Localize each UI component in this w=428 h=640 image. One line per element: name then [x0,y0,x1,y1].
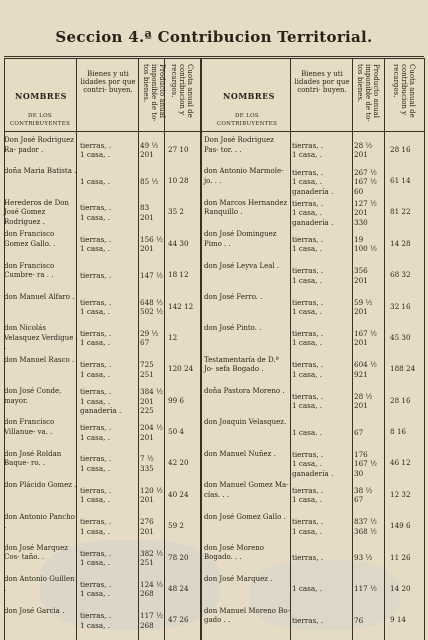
cuota-cell: 44 30 [168,238,189,248]
contributor-name: don Manuel Gomez Ma- cías. . . [204,481,289,499]
register-row [0,322,428,353]
header-names-sub: DE LOS CONTRIBUYENTES [9,113,71,127]
contributor-name: don Manuel Nuñez . [204,449,276,458]
contributor-name: don Joaquin Velasquez. [204,418,287,427]
contributor-name: don José Leyva Leal . [204,261,280,270]
contributor-name: Testamentaría de D.ª Jo- sefa Bogado . [204,355,279,374]
contributor-name: don José Gomez Gallo . [204,512,286,521]
header-cuota: Cuota anual de contribucion y recargos. [170,64,194,118]
bienes-cell: tierras, . 1 casa, . ganadería . [292,167,334,196]
cuota-cell: 28 16 [390,144,411,154]
contributor-name: don José Dominguez Pimo . . [204,230,277,248]
bienes-cell: tierras, . 1 casa, . [80,297,112,317]
contributor-name: Herederos de Don José Gomez Rodriguez . [4,198,69,226]
header-bottom-rule [4,131,424,132]
contributor-name: don Nicolás Velasquez Verdigue . . [4,324,78,352]
header-producto: Producto anual imponible de to- tos bienes. [142,64,166,122]
bienes-cell: 1 casa. . [292,427,322,437]
bienes-cell: tierras, . 1 casa, . [80,140,112,160]
bienes-cell: tierras, . 1 casa, . ganadería . [80,387,122,416]
bienes-cell: tierras, . 1 casa, . [292,517,324,536]
cuota-cell: 99 6 [168,395,185,405]
register-row [0,416,428,447]
producto-cell: 725 251 [140,360,154,379]
contributor-name: don José Garcia . [4,606,65,615]
cuota-cell: 9 14 [390,615,407,625]
cuota-cell: 45 30 [390,332,411,342]
producto-cell: 29 ½ 67 [140,328,159,348]
bienes-cell: tierras, . 1 casa, . [292,485,324,505]
contributor-name: don José Pinto. . [204,324,262,333]
producto-cell: 276 201 [140,517,154,536]
contributor-name: don José Roldan Baque- ro. . [4,449,62,468]
bienes-cell: tierras, . 1 casa, . [292,140,324,160]
header-names: NOMBRES [223,91,275,101]
producto-cell: 67 [354,427,364,437]
producto-cell: 167 ½ 201 [354,328,377,348]
cuota-cell: 8 16 [390,427,407,437]
contributor-name: don Plácido Gomez . [4,481,77,490]
cuota-cell: 46 12 [390,458,411,468]
top-rule [4,56,424,57]
cuota-cell: 11 26 [390,552,411,562]
contributor-name: don José Moreno Bogado. . . [204,543,265,562]
producto-cell: 204 ½ 201 [140,423,163,442]
cuota-cell: 32 16 [390,301,411,311]
producto-cell: 117 ½ [354,584,377,594]
register-row [0,542,428,573]
producto-cell: 49 ½ 201 [140,140,159,160]
contributor-name: don Antonio Pancho . [4,512,75,530]
producto-cell: 382 ½ 251 [140,548,163,568]
bienes-cell: 1 casa, . [292,584,322,594]
cuota-cell: 28 16 [390,395,411,405]
contributor-name: don Marcos Hernandez Ranquillo . [204,198,288,217]
bienes-cell: tierras, . 1 casa, . [292,266,324,285]
register-row [0,448,428,479]
header-producto: Producto anual imponible de to- tos bienes. [356,64,380,122]
cuota-cell: 59 2 [168,521,185,531]
top-rule-inner [4,58,424,59]
contributor-name: don Antonio Marmole- jo. . . [204,167,284,185]
header-names-sub: DE LOS CONTRIBUYENTES [216,113,278,127]
bienes-cell: tierras, . 1 casa, . [292,391,324,411]
producto-cell: 7 ½ 335 [140,454,154,473]
register-row [0,260,428,291]
cuota-cell: 50 4 [168,427,185,437]
producto-cell: 604 ½ 921 [354,360,377,379]
cuota-cell: 149 6 [390,521,411,531]
bienes-cell: tierras, . [292,553,324,563]
bienes-cell: tierras, . 1 casa, . [80,360,112,379]
bienes-cell: tierras, . 1 casa, . [80,517,112,536]
register-row [0,354,428,385]
cuota-cell: 48 24 [168,583,189,593]
bienes-cell: 1 casa, . [80,176,110,186]
producto-cell: 384 ½ 201 225 [140,387,163,416]
producto-cell: 38 ½ 67 [354,485,373,505]
header-cuota: Cuota anual de contribucion y recargos. [392,64,416,118]
cuota-cell: 12 32 [390,489,411,499]
header-bienes: Bienes y uti lidades por que contri- buyen. [80,70,136,94]
bienes-cell: tierras, . 1 casa, . [80,485,112,505]
header-names: NOMBRES [15,91,67,101]
bienes-cell: tierras, . 1 casa, . [292,328,324,348]
producto-cell: 837 ½ 368 ½ [354,517,377,536]
bienes-cell: tierras, . 1 casa, . [292,234,324,254]
contributor-name: don José Conde, mayor. [4,387,62,405]
register-row [0,291,428,322]
contributor-name: don Manuel Moreno Bo- gado . . [204,606,290,625]
register-row [0,228,428,259]
cuota-cell: 14 28 [390,238,411,248]
register-row [0,479,428,510]
producto-cell: 19 100 ½ [354,234,377,254]
bienes-cell: tierras, . 1 casa, . [292,360,324,379]
contributor-name: don Francisco Villanue- va. . [4,418,55,436]
producto-cell: 120 ½ 201 [140,485,163,505]
producto-cell: 356 201 [354,266,368,285]
register-row [0,134,428,165]
bienes-cell: tierras, . 1 casa, . [80,579,112,599]
producto-cell: 124 ½ 268 [140,579,163,599]
producto-cell: 76 [354,615,364,625]
producto-cell: 28 ½ 201 [354,140,373,160]
cuota-cell: 10 28 [168,176,189,186]
contributor-name: don José Marquez Cos- taño. . [4,543,68,562]
cuota-cell: 12 [168,332,178,342]
producto-cell: 59 ½ 201 [354,297,373,317]
contributor-name: don Manuel Rasco . [4,355,75,364]
producto-cell: 28 ½ 201 [354,391,373,411]
bienes-cell: tierras, . [292,615,324,625]
cuota-cell: 18 12 [168,270,189,280]
bienes-cell: tierras, . 1 casa, . [80,611,112,630]
producto-cell: 156 ½ 201 [140,234,163,254]
producto-cell: 93 ½ [354,553,373,563]
producto-cell: 117 ½ 268 [140,611,163,630]
contributor-name: doña Maria Batista . [4,167,77,176]
register-row [0,573,428,604]
cuota-cell: 42 20 [168,458,189,468]
contributor-name: don Antonio Guillen . [4,575,75,593]
cuota-cell: 35 2 [168,207,185,217]
bienes-cell: tierras, . 1 casa, . [80,234,112,254]
cuota-cell: 68 32 [390,270,411,280]
contributor-name: don Francisco Gomez Gallo. . [4,230,56,248]
producto-cell: 127 ½ 201 330 [354,198,377,227]
cuota-cell: 47 26 [168,615,189,625]
cuota-cell: 142 12 [168,301,194,311]
bienes-cell: tierras, . 1 casa, . ganadería . [292,198,334,227]
contributor-name: doña Pastora Moreno . [204,387,285,395]
producto-cell: 267 ½ 167 ½ 60 [354,167,377,196]
register-row [0,605,428,636]
bienes-cell: tierras, . 1 casa, . [80,203,112,222]
contributor-name: Don José Rodriguez Pas- tor. . . [204,136,274,154]
cuota-cell: 188 24 [390,364,416,374]
cuota-cell: 78 20 [168,552,189,562]
cuota-cell: 81 22 [390,207,411,217]
bienes-cell: tierras, . [80,270,112,280]
producto-cell: 147 ½ [140,270,163,280]
contributor-name: don Manuel Alfaro . [4,292,75,301]
bienes-cell: tierras, . 1 casa, . [80,548,112,568]
bienes-cell: tierras, . 1 casa, . ganadería . [292,449,334,478]
bienes-cell: tierras, . 1 casa, . [80,454,112,473]
producto-cell: 85 ½ [140,176,159,186]
cuota-cell: 27 10 [168,144,189,154]
register-row [0,165,428,196]
contributor-name: Don José Rodriguez Ra- pador . [4,136,74,154]
contributor-name: don Francisco Cumbre- ra . . [4,261,55,279]
contributor-name: don José Marquez . [204,575,273,584]
cuota-cell: 61 14 [390,176,411,186]
register-row [0,511,428,542]
cuota-cell: 120 24 [168,364,194,374]
producto-cell: 83 201 [140,203,154,222]
register-row [0,197,428,228]
producto-cell: 176 167 ½ 30 [354,449,377,478]
bienes-cell: tierras, . 1 casa, . [80,423,112,442]
bienes-cell: tierras, . 1 casa, . [80,328,112,348]
register-row [0,385,428,416]
section-title: Seccion 4.ª Contribucion Territorial. [55,28,373,46]
bienes-cell: tierras, . 1 casa, . [292,297,324,317]
cuota-cell: 40 24 [168,489,189,499]
cuota-cell: 14 20 [390,583,411,593]
contributor-name: don José Ferro. . [204,292,263,301]
header-bienes: Bienes y uti lidades por que contri- buyen. [294,70,350,94]
producto-cell: 648 ½ 502 ½ [140,297,163,317]
